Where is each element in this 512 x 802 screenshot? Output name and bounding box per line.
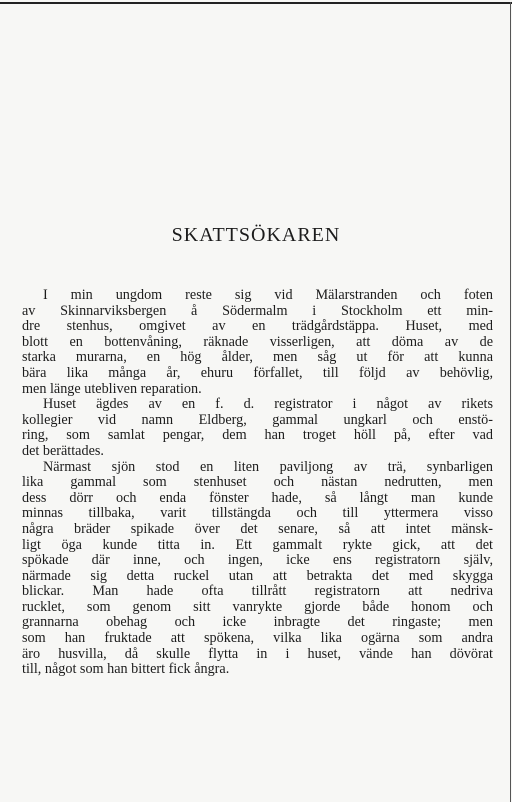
text-line: blickar. Man hade ofta tillrått registratorn att nedriva xyxy=(22,584,493,600)
text-line: Närmast sjön stod en liten paviljong av trä, synbarligen xyxy=(43,459,493,475)
text-line: det berättades. xyxy=(22,443,104,459)
text-line: grannarna obehag och icke inbragte det ringaste; men xyxy=(22,615,493,631)
text-line: rucklet, som genom sitt vanrykte gjorde både honom och xyxy=(22,599,493,615)
text-line: dre stenhus, omgivet av en trädgårdstäppa. Huset, med xyxy=(22,319,493,335)
text-line: spökade där inne, och ingen, icke ens registratorn själv, xyxy=(22,553,493,569)
text-line: men länge utebliven reparation. xyxy=(22,381,202,397)
page-right-edge xyxy=(510,2,511,802)
text-line: I min ungdom reste sig vid Mälarstranden och foten xyxy=(43,288,493,303)
text-line: som han fruktade att spökena, vilka lika ogärna som andra xyxy=(22,631,493,647)
text-line: bära lika många år, ehuru förfallet, till följd av behövlig, xyxy=(22,365,493,381)
text-line: närmade sig detta ruckel utan att betrakta det med skygga xyxy=(22,568,493,584)
text-line: starka murarna, en hög ålder, men såg ut för att kunna xyxy=(22,350,493,366)
text-line: Huset ägdes av en f. d. registrator i något av rikets xyxy=(43,397,493,413)
text-line: till, något som han bittert fick ångra. xyxy=(22,662,230,678)
text-line: dess dörr och enda fönster hade, så långt man kunde xyxy=(22,490,493,506)
page-top-edge xyxy=(0,2,512,4)
text-line: blott en bottenvåning, räknade visserligen, att döma av de xyxy=(22,334,493,350)
text-line: lika gammal som stenhuset och nästan nedrutten, men xyxy=(22,475,493,491)
chapter-title: SKATTSÖKAREN xyxy=(171,224,341,246)
text-line: minnas tillbaka, varit tillstängda och till yttermera visso xyxy=(22,506,493,522)
text-line: ring, som samlat pengar, dem han troget höll på, efter vad xyxy=(22,428,493,444)
text-line: några bräder spikade över det senare, så att intet mänsk- xyxy=(22,521,493,537)
text-line: kollegier vid namn Eldberg, gammal ungkarl och enstö- xyxy=(22,412,493,428)
text-line: av Skinnarviksbergen å Södermalm i Stockholm ett min- xyxy=(22,303,493,319)
body-text xyxy=(22,288,493,678)
text-line: äro husvilla, då skulle flytta in i huset, vände han dövörat xyxy=(22,646,493,662)
text-line: ligt öga kunde titta in. Ett gammalt rykte gick, att det xyxy=(22,537,493,553)
